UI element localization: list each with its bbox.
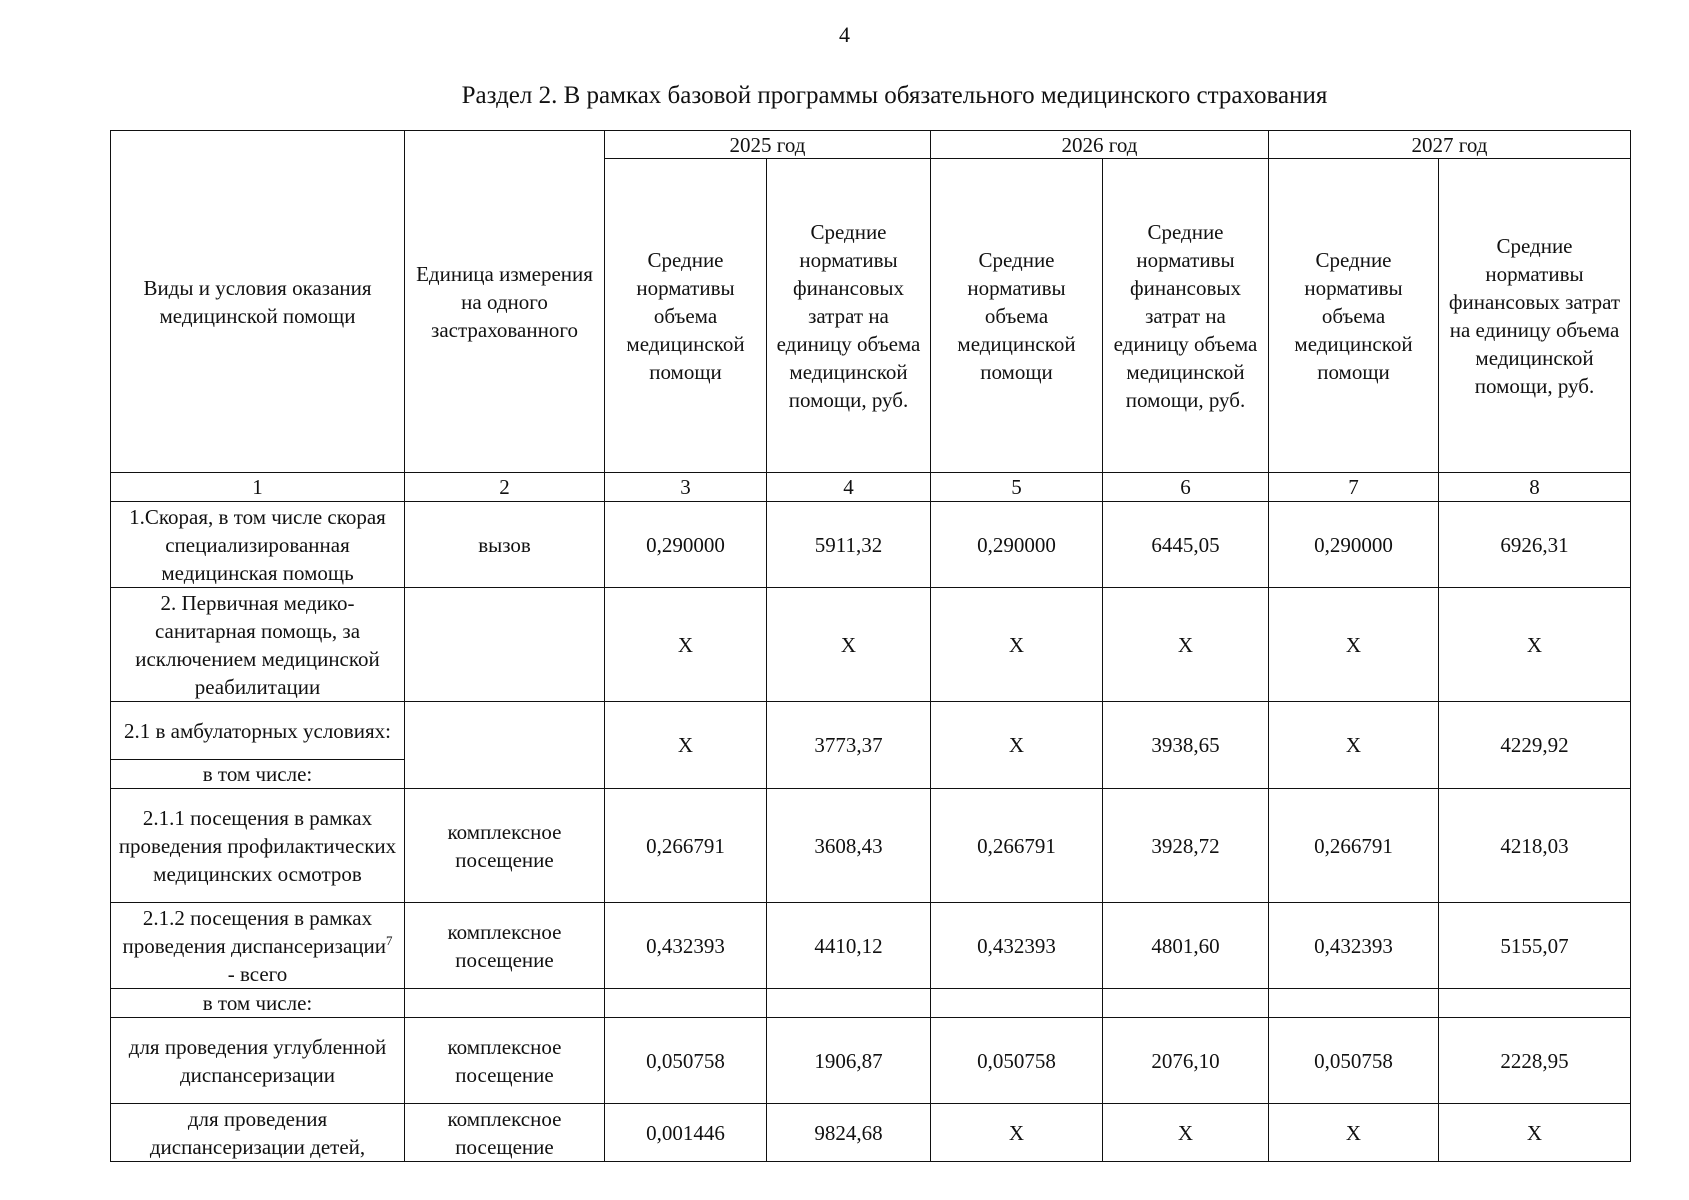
subheader-cost-2025: Средние нормативы финансовых затрат на единицу объема медицинской помощи, руб. bbox=[767, 159, 931, 473]
cell-value: 2076,10 bbox=[1103, 1018, 1269, 1104]
page-number: 4 bbox=[839, 22, 850, 47]
column-number: 5 bbox=[931, 473, 1103, 502]
table-row-including bbox=[111, 989, 1631, 1018]
cell-value: 2228,95 bbox=[1439, 1018, 1631, 1104]
cell-value: 0,432393 bbox=[931, 903, 1103, 989]
cell-value: 0,290000 bbox=[1269, 502, 1439, 588]
cell-value: X bbox=[1103, 588, 1269, 702]
cell-value: 0,290000 bbox=[931, 502, 1103, 588]
row-unit bbox=[405, 702, 605, 789]
cell-value: 0,050758 bbox=[931, 1018, 1103, 1104]
column-number: 6 bbox=[1103, 473, 1269, 502]
cell-value: X bbox=[605, 588, 767, 702]
row-label: для проведения диспансеризации детей, bbox=[111, 1104, 405, 1162]
cell-value: 0,266791 bbox=[1269, 789, 1439, 903]
column-number: 3 bbox=[605, 473, 767, 502]
column-number: 8 bbox=[1439, 473, 1631, 502]
cell-value: 3928,72 bbox=[1103, 789, 1269, 903]
row-unit: комплексное посещение bbox=[405, 789, 605, 903]
table-row-in-depth-dispensary bbox=[111, 1018, 1631, 1104]
cell-value: X bbox=[1269, 1104, 1439, 1162]
cell-value: X bbox=[767, 588, 931, 702]
subheader-cost-2027: Средние нормативы финансовых затрат на единицу объема медицинской помощи, руб. bbox=[1439, 159, 1631, 473]
cell-value: 0,266791 bbox=[605, 789, 767, 903]
cell-value: 0,001446 bbox=[605, 1104, 767, 1162]
row-label: 2.1.1 посещения в рамках проведения профилактических медицинских осмотров bbox=[111, 789, 405, 903]
cell-value: 4801,60 bbox=[1103, 903, 1269, 989]
table-row-primary-care bbox=[111, 588, 1631, 702]
cell-value: 0,290000 bbox=[605, 502, 767, 588]
table-row-dispensary bbox=[111, 903, 1631, 989]
year-header-2026: 2026 год bbox=[931, 131, 1269, 159]
cell-value: 6926,31 bbox=[1439, 502, 1631, 588]
row-label: в том числе: bbox=[111, 989, 405, 1018]
row-label: 2.1.2 посещения в рамках проведения диспансеризации$^7$ - всего bbox=[111, 903, 405, 989]
cell-value: 6445,05 bbox=[1103, 502, 1269, 588]
section-title: Раздел 2. В рамках базовой программы обязательного медицинского страхования bbox=[461, 82, 1328, 109]
row-unit bbox=[405, 989, 605, 1018]
cell-value: 9824,68 bbox=[767, 1104, 931, 1162]
cell-value: 1906,87 bbox=[767, 1018, 931, 1104]
cell-value bbox=[605, 989, 767, 1018]
table-row-preventive bbox=[111, 789, 1631, 903]
row-unit bbox=[405, 588, 605, 702]
cell-value: 3773,37 bbox=[767, 702, 931, 789]
column-number: 4 bbox=[767, 473, 931, 502]
cell-value: X bbox=[931, 1104, 1103, 1162]
header-row-years bbox=[111, 131, 1631, 159]
subheader-cost-2026: Средние нормативы финансовых затрат на единицу объема медицинской помощи, руб. bbox=[1103, 159, 1269, 473]
norms-table bbox=[110, 130, 1631, 1162]
year-header-2025: 2025 год bbox=[605, 131, 931, 159]
cell-value: X bbox=[931, 588, 1103, 702]
cell-value: X bbox=[1439, 588, 1631, 702]
row-label: 2. Первичная медико-санитарная помощь, за исключением медицинской реабилитации bbox=[111, 588, 405, 702]
cell-value bbox=[1269, 989, 1439, 1018]
cell-value: X bbox=[1269, 702, 1439, 789]
row-unit: вызов bbox=[405, 502, 605, 588]
cell-value: X bbox=[605, 702, 767, 789]
cell-value: 0,050758 bbox=[605, 1018, 767, 1104]
column-number: 2 bbox=[405, 473, 605, 502]
cell-value: 0,432393 bbox=[605, 903, 767, 989]
row-unit: комплексное посещение bbox=[405, 1104, 605, 1162]
row-label: 2.1 в амбулаторных условиях: bbox=[111, 702, 405, 760]
column-number: 1 bbox=[111, 473, 405, 502]
cell-value: 4229,92 bbox=[1439, 702, 1631, 789]
cell-value bbox=[1439, 989, 1631, 1018]
table-row-emergency bbox=[111, 502, 1631, 588]
subheader-volume-2026: Средние нормативы объема медицинской помощи bbox=[931, 159, 1103, 473]
year-header-2027: 2027 год bbox=[1269, 131, 1631, 159]
cell-value: X bbox=[1103, 1104, 1269, 1162]
cell-value bbox=[931, 989, 1103, 1018]
row-unit: комплексное посещение bbox=[405, 903, 605, 989]
cell-value: 3938,65 bbox=[1103, 702, 1269, 789]
cell-value: 0,432393 bbox=[1269, 903, 1439, 989]
cell-value: 5155,07 bbox=[1439, 903, 1631, 989]
cell-value: 0,266791 bbox=[931, 789, 1103, 903]
table-row-outpatient bbox=[111, 702, 1631, 760]
cell-value bbox=[1103, 989, 1269, 1018]
cell-value bbox=[767, 989, 931, 1018]
cell-value: X bbox=[931, 702, 1103, 789]
cell-value: 4218,03 bbox=[1439, 789, 1631, 903]
cell-value: 4410,12 bbox=[767, 903, 931, 989]
row-label: для проведения углубленной диспансеризации bbox=[111, 1018, 405, 1104]
row-label: 1.Скорая, в том числе скорая специализированная медицинская помощь bbox=[111, 502, 405, 588]
cell-value: X bbox=[1439, 1104, 1631, 1162]
row-sublabel: в том числе: bbox=[111, 760, 405, 789]
table-row-children-dispensary bbox=[111, 1104, 1631, 1162]
row-unit: комплексное посещение bbox=[405, 1018, 605, 1104]
subheader-volume-2025: Средние нормативы объема медицинской помощи bbox=[605, 159, 767, 473]
col2-header: Единица измерения на одного застрахованного bbox=[405, 131, 605, 473]
cell-value: 5911,32 bbox=[767, 502, 931, 588]
subheader-volume-2027: Средние нормативы объема медицинской помощи bbox=[1269, 159, 1439, 473]
cell-value: 0,050758 bbox=[1269, 1018, 1439, 1104]
column-number-row bbox=[111, 473, 1631, 502]
cell-value: X bbox=[1269, 588, 1439, 702]
column-number: 7 bbox=[1269, 473, 1439, 502]
cell-value: 3608,43 bbox=[767, 789, 931, 903]
col1-header: Виды и условия оказания медицинской помощи bbox=[111, 131, 405, 473]
